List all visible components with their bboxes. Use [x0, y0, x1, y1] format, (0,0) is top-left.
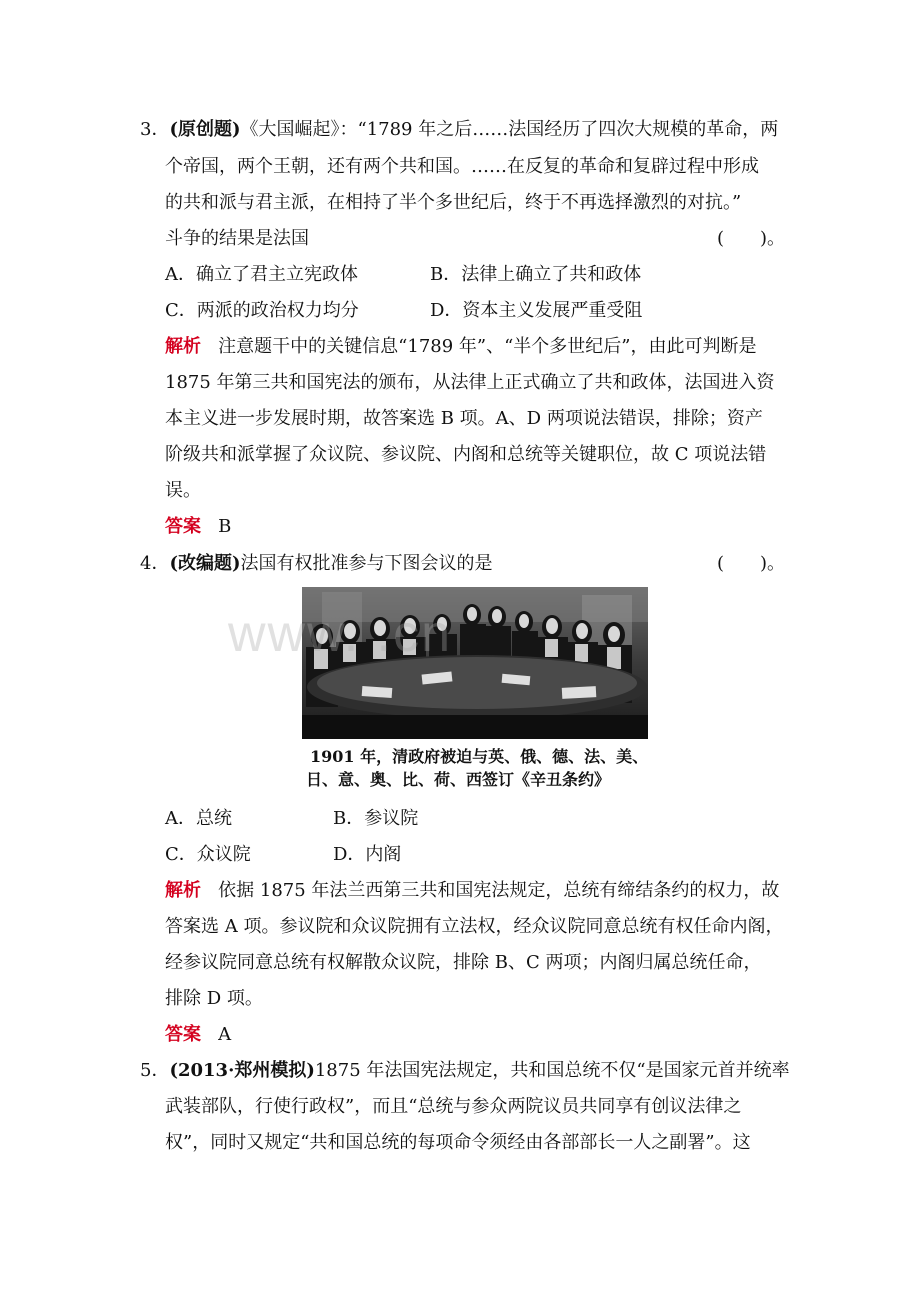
q3-analysis-text-3: 本主义进一步发展时期，故答案选 B 项。A、D 两项说法错误，排除；资产 — [165, 408, 763, 429]
watermark: www. .cn — [228, 605, 453, 663]
q4-option-c: C．众议院 — [165, 844, 251, 865]
q4-answer-paren: ( )。 — [717, 553, 786, 574]
q3-analysis-text-2: 1875 年第三共和国宪法的颁布，从法律上正式确立了共和政体，法国进入资 — [165, 372, 775, 393]
q4-analysis-line-1 — [165, 880, 779, 902]
q4-option-d: D．内阁 — [333, 844, 402, 865]
q5-line-1: 1875 年法国宪法规定，共和国总统不仅“是国家元首并统率 — [314, 1060, 790, 1081]
q3-answer-line — [165, 516, 231, 538]
photo-caption-line-1: 1901 年，清政府被迫与英、俄、德、法、美、 — [310, 747, 649, 766]
q4-answer-label: 答案 — [165, 1024, 201, 1045]
q3-answer-label: 答案 — [165, 516, 201, 537]
q3-option-d: D．资本主义发展严重受阻 — [430, 300, 643, 321]
q3-answer-value: B — [218, 516, 232, 537]
q3-number: 3． — [140, 119, 170, 140]
q5-line-3: 权”，同时又规定“共和国总统的每项命令须经由各部部长一人之副署”。这 — [165, 1132, 751, 1153]
q3-analysis-line-1 — [165, 336, 757, 358]
q4-analysis-text-1: 依据 1875 年法兰西第三共和国宪法规定，总统有缔结条约的权力，故 — [218, 880, 780, 901]
q3-option-a: A．确立了君主立宪政体 — [165, 264, 358, 285]
q3-analysis-text-5: 误。 — [165, 480, 201, 501]
q4-option-b: B．参议院 — [333, 808, 419, 829]
q4-answer-line — [165, 1024, 231, 1046]
q3-option-b: B．法律上确立了共和政体 — [430, 264, 642, 285]
q4-number: 4． — [140, 553, 170, 574]
q3-option-c: C．两派的政治权力均分 — [165, 300, 359, 321]
q3-answer-paren: ( )。 — [717, 228, 786, 249]
q3-line-3: 的共和派与君主派，在相持了半个多世纪后，终于不再选择激烈的对抗。” — [165, 192, 742, 213]
q5-first-line — [140, 1060, 790, 1082]
q4-answer-value: A — [218, 1024, 232, 1045]
q4-analysis-text-4: 排除 D 项。 — [165, 988, 263, 1009]
q4-analysis-text-3: 经参议院同意总统有权解散众议院，排除 B、C 两项；内阁归属总统任命， — [165, 952, 762, 973]
q4-option-a: A．总统 — [165, 808, 232, 829]
q3-source: (原创题) — [169, 119, 241, 140]
q3-line-2: 个帝国，两个王朝，还有两个共和国。……在反复的革命和复辟过程中形成 — [165, 156, 759, 177]
q5-line-2: 武装部队，行使行政权”，而且“总统与参众两院议员共同享有创议法律之 — [165, 1096, 742, 1117]
q4-stem-line — [140, 553, 493, 575]
q3-analysis-text-4: 阶级共和派掌握了众议院、参议院、内阁和总统等关键职位，故 C 项说法错 — [165, 444, 767, 465]
q3-line-4: 斗争的结果是法国 — [165, 228, 309, 249]
q3-analysis-text-1: 注意题干中的关键信息“1789 年”、“半个多世纪后”，由此可判断是 — [218, 336, 757, 357]
q4-analysis-text-2: 答案选 A 项。参议院和众议院拥有立法权，经众议院同意总统有权任命内阁， — [165, 916, 784, 937]
q5-number: 5． — [140, 1060, 170, 1081]
photo-caption-line-2: 日、意、奥、比、荷、西签订《辛丑条约》 — [306, 770, 611, 789]
q3-line-1: 《大国崛起》：“1789 年之后……法国经历了四次大规模的革命，两 — [240, 119, 779, 140]
q4-analysis-label: 解析 — [165, 880, 201, 901]
q5-source: (2013·郑州模拟) — [169, 1060, 315, 1081]
q4-stem: 法国有权批准参与下图会议的是 — [240, 553, 493, 574]
q4-source: (改编题) — [169, 553, 241, 574]
q3-first-line — [140, 119, 778, 141]
q3-analysis-label: 解析 — [165, 336, 201, 357]
